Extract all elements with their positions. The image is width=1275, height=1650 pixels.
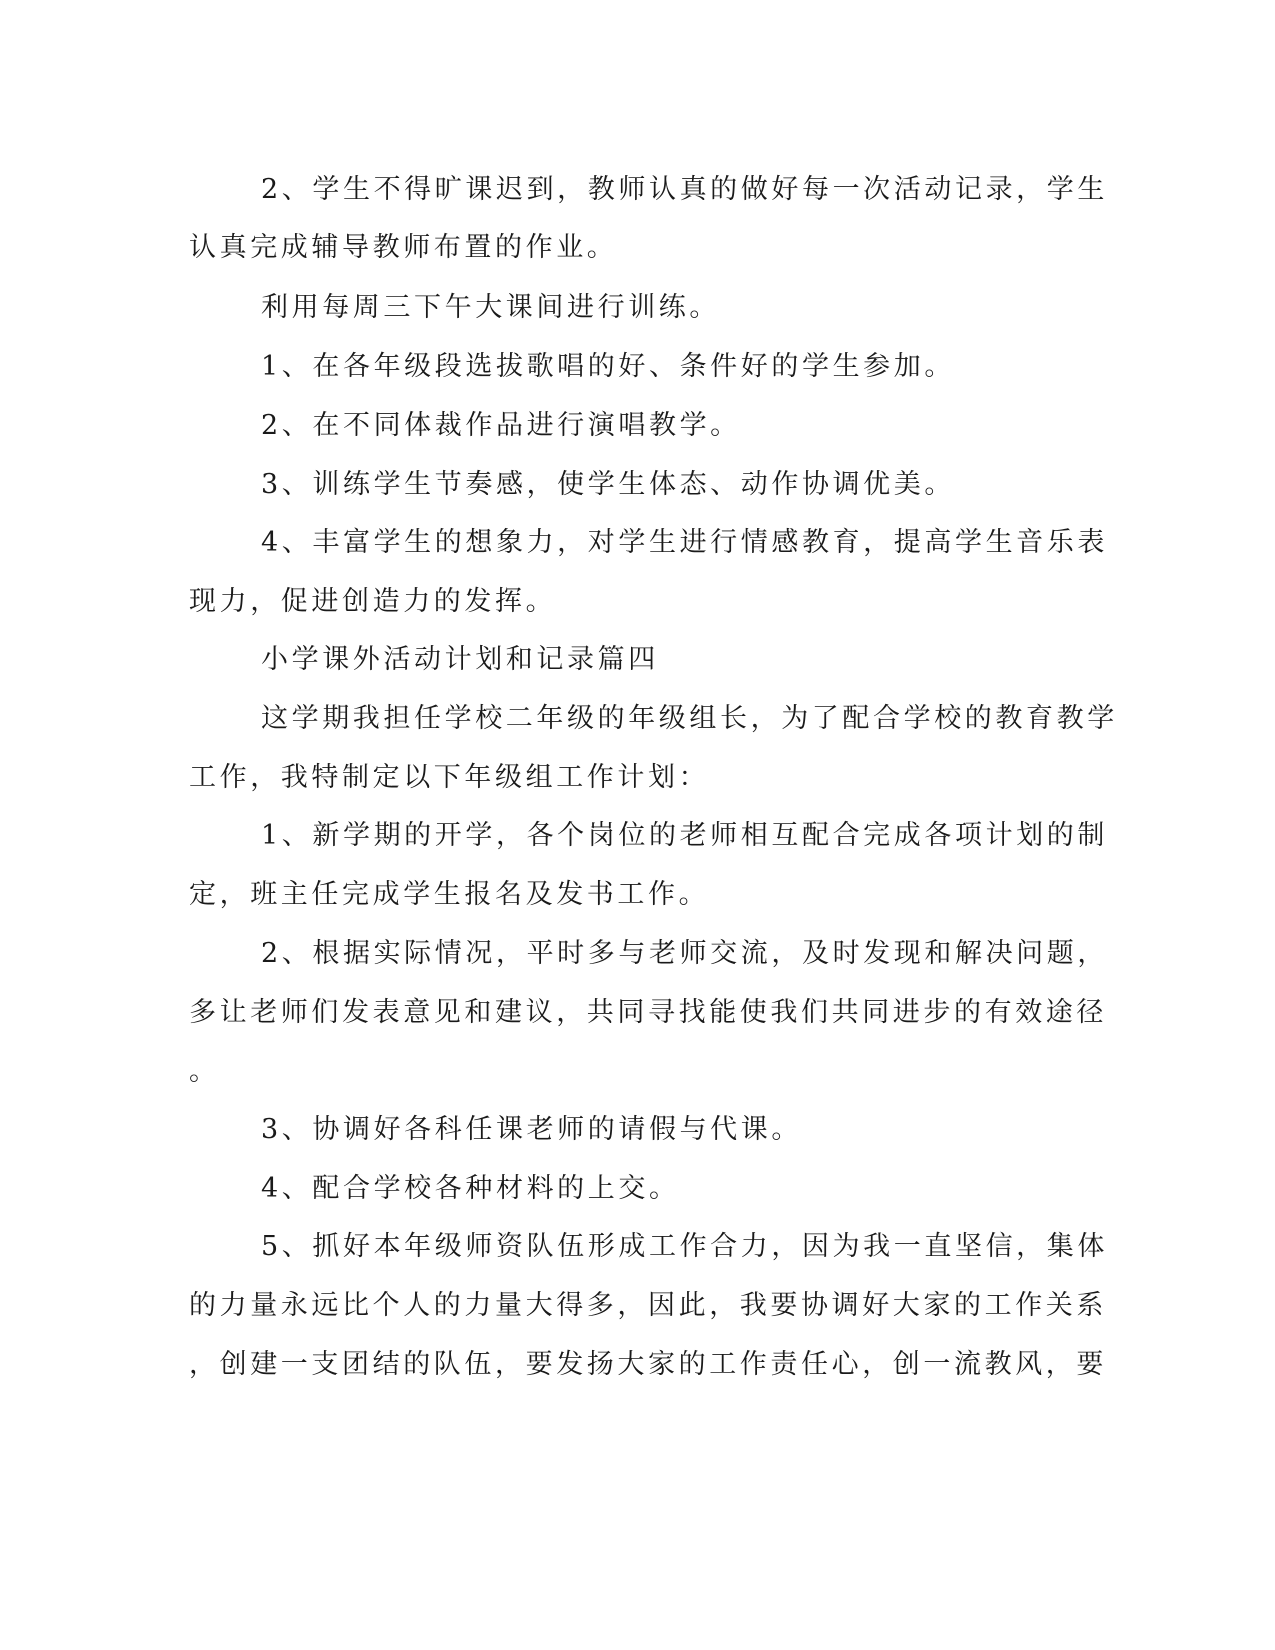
text-line: 认真完成辅导教师布置的作业。 <box>189 232 618 263</box>
text-line: 3、训练学生节奏感，使学生体态、动作协调优美。 <box>261 469 955 500</box>
text-line: 3、协调好各科任课老师的请假与代课。 <box>261 1114 802 1145</box>
text-line: 4、配合学校各种材料的上交。 <box>261 1173 680 1204</box>
text-line: 这学期我担任学校二年级的年级组长，为了配合学校的教育教学 <box>261 703 1118 734</box>
text-line: 2、在不同体裁作品进行演唱教学。 <box>261 410 741 441</box>
text-line: 2、学生不得旷课迟到，教师认真的做好每一次活动记录，学生 <box>261 174 1108 205</box>
text-line: 定，班主任完成学生报名及发书工作。 <box>189 879 710 910</box>
text-line: 的力量永远比个人的力量大得多，因此，我要协调好大家的工作关系 <box>189 1290 1107 1321</box>
section-heading: 小学课外活动计划和记录篇四 <box>261 644 659 675</box>
text-line: 多让老师们发表意见和建议，共同寻找能使我们共同进步的有效途径 <box>189 997 1107 1028</box>
text-line: 利用每周三下午大课间进行训练。 <box>261 292 720 323</box>
text-line: 工作，我特制定以下年级组工作计划： <box>189 762 710 793</box>
text-line: 5、抓好本年级师资队伍形成工作合力，因为我一直坚信，集体 <box>261 1231 1108 1262</box>
text-line: 1、新学期的开学，各个岗位的老师相互配合完成各项计划的制 <box>261 820 1108 851</box>
text-line: 4、丰富学生的想象力，对学生进行情感教育，提高学生音乐表 <box>261 527 1108 558</box>
text-line: 现力，促进创造力的发挥。 <box>189 586 557 617</box>
text-line: ，创建一支团结的队伍，要发扬大家的工作责任心，创一流教风，要 <box>189 1349 1107 1380</box>
text-line: 1、在各年级段选拔歌唱的好、条件好的学生参加。 <box>261 351 955 382</box>
text-line: 2、根据实际情况，平时多与老师交流，及时发现和解决问题， <box>261 938 1108 969</box>
text-line: 。 <box>189 1056 220 1087</box>
